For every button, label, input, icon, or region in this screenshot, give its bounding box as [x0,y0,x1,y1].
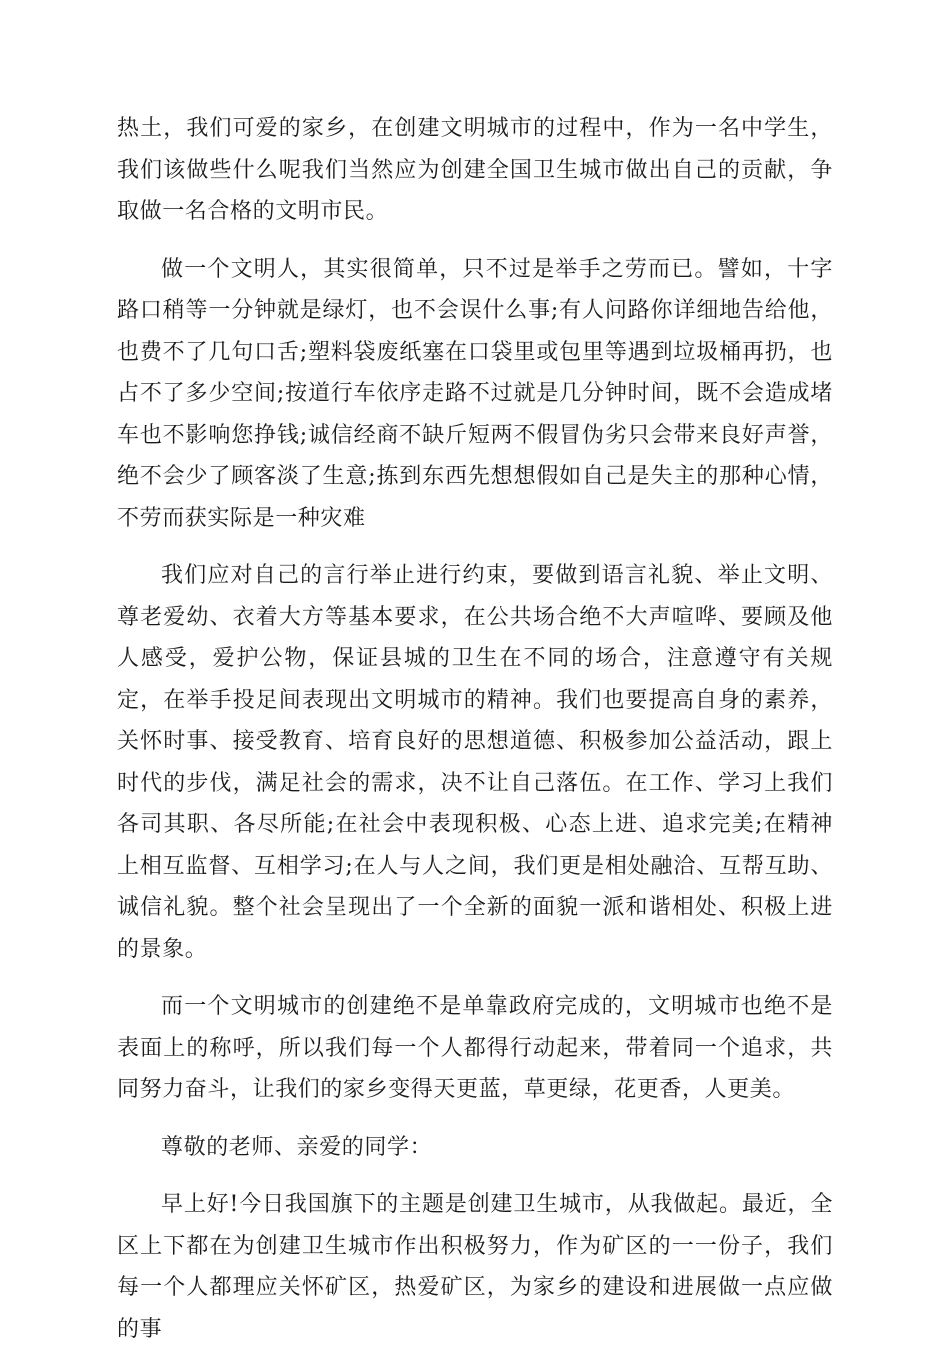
paragraph-4: 而一个文明城市的创建绝不是单靠政府完成的，文明城市也绝不是表面上的称呼，所以我们每一个人都得行动起来，带着同一个追求，共同努力奋斗，让我们的家乡变得天更蓝，草更绿，花更香，人更美。 [117,994,833,1102]
paragraph-1: 热土，我们可爱的家乡，在创建文明城市的过程中，作为一名中学生，我们该做些什么呢我们当然应为创建全国卫生城市做出自己的贡献，争取做一名合格的文明市民。 [117,116,833,224]
document-body [117,108,833,1366]
paragraph-6: 早上好!今日我国旗下的主题是创建卫生城市，从我做起。最近，全区上下都在为创建卫生城市作出积极努力，作为矿区的一一份子，我们每一个人都理应关怀矿区，热爱矿区，为家乡的建设和进展做一点应做的事 [117,1192,833,1342]
paragraph-2: 做一个文明人，其实很简单，只不过是举手之劳而已。譬如，十字路口稍等一分钟就是绿灯，也不会误什么事;有人问路你详细地告给他，也费不了几句口舌;塑料袋废纸塞在口袋里或包里等遇到垃圾桶再扔，也占不了多少空间;按道行车依序走路不过就是几分钟时间，既不会造成堵车也不影响您挣钱;诚信经商不缺斤短两不假冒伪劣只会带来良好声誉，绝不会少了顾客淡了生意;拣到东西先想想假如自己是失主的那种心情，不劳而获实际是一种灾难 [117,256,833,531]
paragraph-5: 尊敬的老师、亲爱的同学： [161,1134,433,1160]
paragraph-3: 我们应对自己的言行举止进行约束，要做到语言礼貌、举止文明、尊老爱幼、衣着大方等基本要求，在公共场合绝不大声喧哗、要顾及他人感受，爱护公物，保证县城的卫生在不同的场合，注意遵守有关规定，在举手投足间表现出文明城市的精神。我们也要提高自身的素养，关怀时事、接受教育、培育良好的思想道德、积极参加公益活动，跟上时代的步伐，满足社会的需求，决不让自己落伍。在工作、学习上我们各司其职、各尽所能;在社会中表现积极、心态上进、追求完美;在精神上相互监督、互相学习;在人与人之间，我们更是相处融洽、互帮互助、诚信礼貌。整个社会呈现出了一个全新的面貌一派和谐相处、积极上进的景象。 [117,563,833,962]
